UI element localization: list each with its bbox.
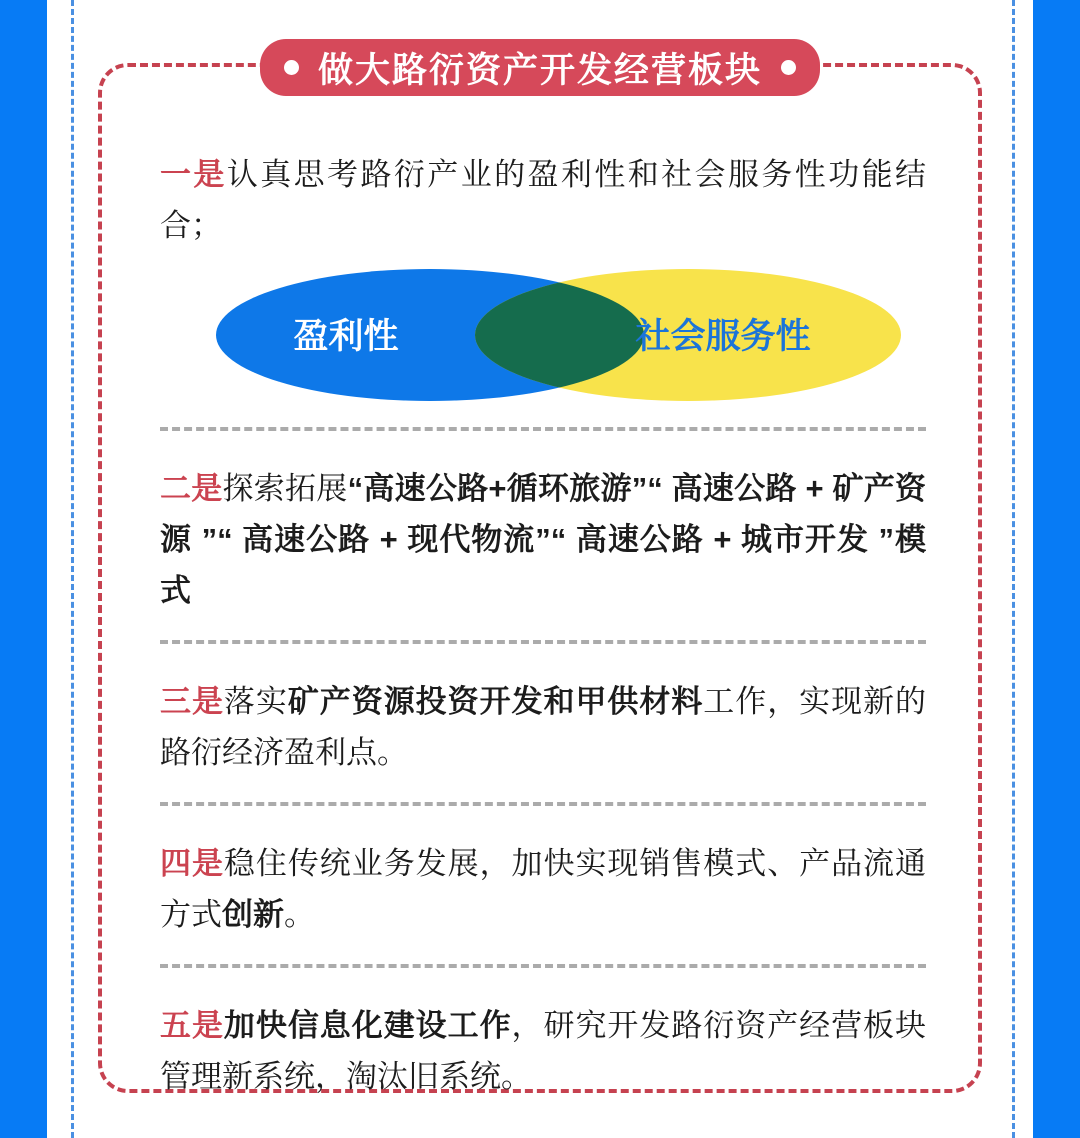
section-lead-label: 一是 <box>160 157 227 192</box>
section-title-banner <box>260 39 820 96</box>
section-text-run: 工作，实现新的路衍经济盈利点。 <box>160 684 927 770</box>
banner-title: 做大路衍资产开发经营板块 <box>317 50 762 90</box>
section-lead-label: 二是 <box>160 471 223 506</box>
venn-diagram <box>216 267 902 403</box>
left-dashed-guide-line <box>71 0 74 1138</box>
banner-dot-left-icon <box>284 60 299 75</box>
section-text-run: 。 <box>284 897 315 932</box>
dashed-separator <box>160 427 926 431</box>
section-text-run: 落实 <box>223 684 288 719</box>
section-point-four <box>160 838 926 940</box>
venn-svg <box>216 267 902 403</box>
banner-dot-right-icon <box>781 60 796 75</box>
section-text-run: 矿产资源投资开发和甲供材料 <box>287 684 704 719</box>
right-dashed-guide-line <box>1012 0 1015 1138</box>
section-text-run: “高速公路+循环旅游”“ 高速公路 + 矿产资源 ”“ 高速公路 + 现代物流”“ 高速公路 + 城市开发 ”模式 <box>160 471 927 608</box>
section-point-five <box>160 1000 926 1102</box>
section-text-run: 加快信息化建设工作 <box>223 1008 512 1043</box>
section-text-run: 创新 <box>222 897 284 932</box>
content-card <box>98 50 982 1094</box>
section-lead-label: 五是 <box>160 1008 224 1043</box>
section-text-run: 认真思考路衍产业的盈利性和社会服务性功能结合； <box>160 157 927 243</box>
section-point-one <box>160 149 926 251</box>
venn-right-label: 社会服务性 <box>635 317 811 356</box>
section-text-run: 探索拓展 <box>222 471 348 506</box>
dashed-separator <box>160 640 926 644</box>
section-text-run: ，研究开发路衍资产经营板块管理新系统，淘汰旧系统。 <box>160 1008 927 1094</box>
dashed-separator <box>160 964 926 968</box>
card-content <box>102 67 978 1102</box>
dashed-separator <box>160 802 926 806</box>
section-lead-label: 三是 <box>160 684 224 719</box>
section-point-three <box>160 676 926 778</box>
left-blue-bar <box>0 0 47 1138</box>
venn-left-label: 盈利性 <box>293 317 399 356</box>
section-point-two <box>160 463 926 616</box>
section-text-run: 稳住传统业务发展，加快实现销售模式、产品流通方式 <box>160 846 927 932</box>
section-lead-label: 四是 <box>160 846 224 881</box>
right-blue-bar <box>1033 0 1080 1138</box>
